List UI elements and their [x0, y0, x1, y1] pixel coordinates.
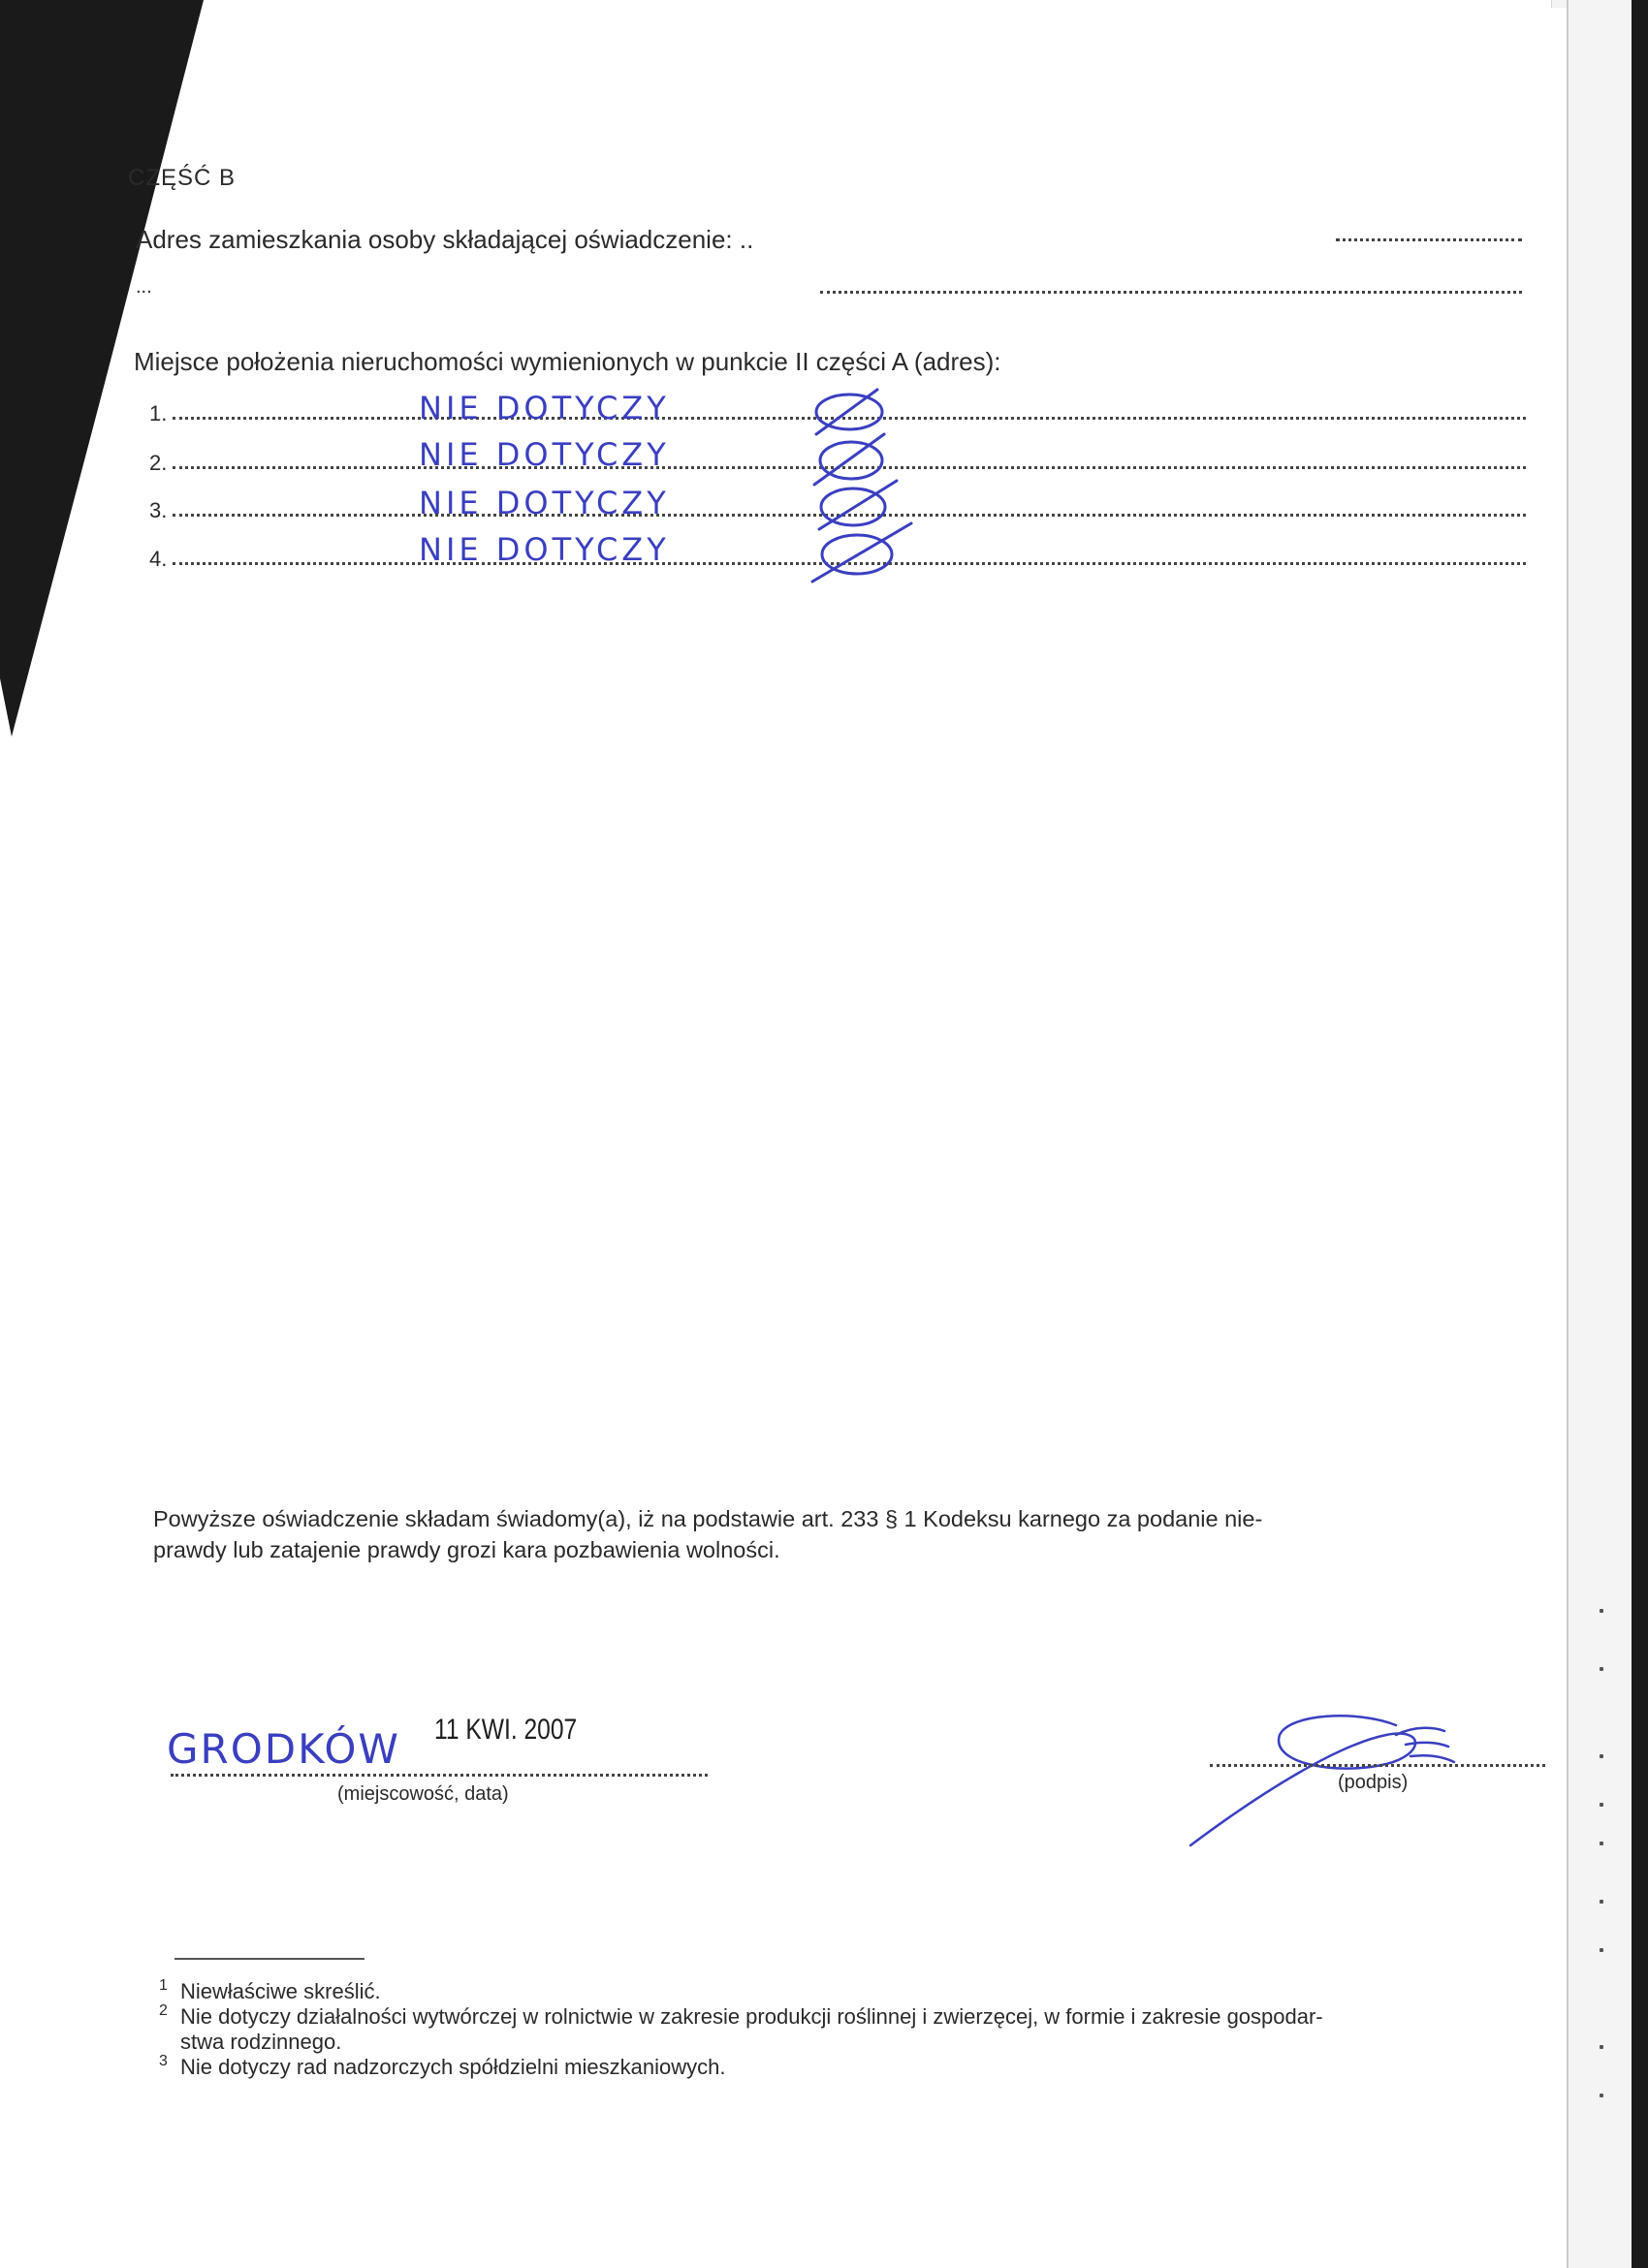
section-heading: CZĘŚĆ B	[128, 165, 237, 191]
row-number: 3.	[149, 498, 168, 522]
row-number: 2.	[149, 451, 168, 475]
date-stamp: 11 KWI. 2007	[434, 1714, 578, 1746]
declaration-line-1: Powyższe oświadczenie składam świadomy(a), iż na podstawie art. 233 § 1 Kodeksu karnego za podanie nie-	[153, 1506, 1263, 1531]
row-number: 4.	[149, 547, 168, 571]
place-date-dotted-line	[171, 1774, 708, 1777]
footnote-text: stwa rodzinnego.	[180, 2030, 342, 2054]
footnote-text: Niewłaściwe skreślić.	[180, 1979, 381, 2003]
handwritten-entry: NIE DOTYCZY	[419, 531, 670, 568]
footnote-text: Nie dotyczy rad nadzorczych spółdzielni mieszkaniowych.	[180, 2055, 726, 2079]
scan-speck	[1600, 1842, 1603, 1845]
place-date-caption: (miejscowość, data)	[337, 1783, 509, 1805]
signature-caption: (podpis)	[1338, 1772, 1409, 1793]
scan-speck	[1600, 2045, 1603, 2049]
scan-speck	[1600, 1754, 1603, 1758]
scan-speck	[1600, 1609, 1603, 1613]
signature-scribble	[1190, 1716, 1454, 1845]
footnote-mark: 1	[159, 1977, 168, 1994]
handwritten-entry: NIE DOTYCZY	[419, 485, 670, 521]
scan-speck	[1600, 1667, 1603, 1671]
footnote-mark: 2	[159, 2002, 168, 2019]
handwritten-place: GRODKÓW	[167, 1725, 400, 1773]
row-number: 1.	[149, 401, 168, 425]
signature-dotted-line	[1210, 1764, 1545, 1767]
scan-speck	[1600, 1948, 1603, 1952]
scan-speck	[1600, 1803, 1603, 1807]
footnote-text: Nie dotyczy działalności wytwórczej w rolnictwie w zakresie produkcji roślinnej i zwierzęcej, w formie i zakresie gospodar-	[180, 2004, 1323, 2029]
scan-speck	[1600, 2094, 1603, 2097]
footnote-separator	[174, 1958, 364, 1960]
property-label: Miejsce położenia nieruchomości wymienionych w punkcie II części A (adres):	[134, 347, 1001, 376]
footnote-mark: 3	[159, 2053, 168, 2069]
scan-speck	[1600, 1900, 1603, 1904]
handwritten-entry: NIE DOTYCZY	[419, 436, 670, 473]
address-continuation: ...	[136, 276, 152, 298]
address-label: Adres zamieszkania osoby składającej oświadczenie: ..	[136, 225, 754, 254]
handwritten-entry: NIE DOTYCZY	[419, 390, 670, 426]
declaration-line-2: prawdy lub zatajenie prawdy grozi kara pozbawienia wolności.	[153, 1537, 780, 1562]
